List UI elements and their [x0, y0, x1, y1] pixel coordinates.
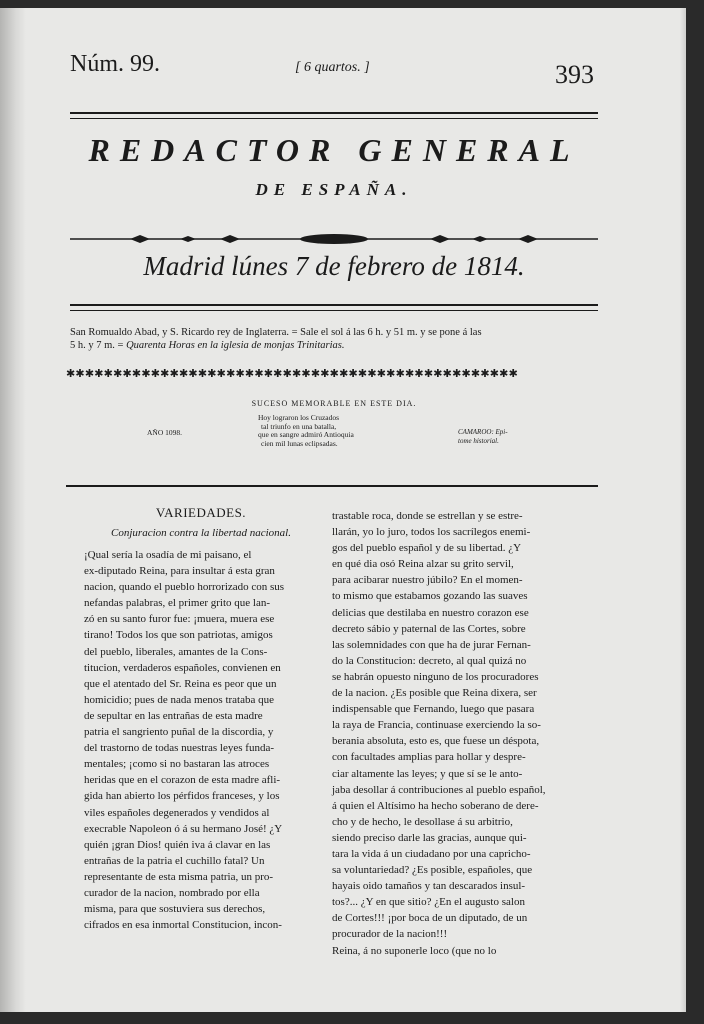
memorable-year: AÑO 1098.: [147, 428, 182, 437]
text-line: indispensable que Fernando, luego que pasara: [332, 703, 535, 716]
text-line: procurador de la nacion!!!: [332, 928, 448, 941]
newspaper-page: [0, 8, 686, 1012]
text-line: de Cortes!!! ¡por boca de un diputado, de un: [332, 912, 528, 925]
article-column-right: [332, 508, 592, 959]
book-gutter: [0, 8, 26, 1012]
text-line: ciar altamente las leyes; y que sí se le anto-: [332, 767, 523, 780]
text-line: cifrados en esa inmortal Constitucion, incon-: [84, 919, 282, 932]
article-subtitle: Conjuracion contra la libertad nacional.: [111, 527, 291, 539]
verse-line: tal triunfo en una batalla,: [261, 421, 337, 431]
text-line: del trastorno de todas nuestras leyes funda-: [84, 742, 274, 755]
text-line: nacion, quando el pueblo horrorizado con sus: [84, 581, 285, 594]
text-line: titucion, verdaderos españoles, convienen en: [84, 661, 281, 674]
text-line: de sepultar en las entrañas de esta madre: [84, 709, 263, 722]
text-line: llarán, yo lo juro, todos los sacrílegos enemi-: [332, 526, 531, 539]
page-edge: [680, 8, 686, 1012]
text-line: viles españoles degenerados y vendidos al: [84, 806, 270, 819]
memorable-verse: [258, 414, 354, 448]
almanac-notice: [70, 326, 598, 352]
text-line: berania absoluta, esto es, que fuese un déspota,: [332, 735, 540, 748]
source-line: CAMAROO: Epi-: [458, 428, 508, 436]
right-column-text: [332, 508, 592, 959]
text-line: tara la vida á un ciudadano por una capricho-: [332, 847, 531, 860]
masthead-subtitle: DE ESPAÑA.: [255, 180, 413, 199]
text-line: ¡Qual sería la osadía de mi paisano, el: [84, 549, 252, 561]
text-line: la raya de Francia, continuase exerciendo la so-: [332, 719, 541, 732]
text-line: trastable roca, donde se estrellan y se estre-: [332, 510, 523, 522]
almanac-line-2-italic: Quarenta Horas en la iglesia de monjas Trinitarias.: [126, 340, 345, 351]
text-line: con facultades amplias para hollar y despre-: [332, 751, 526, 764]
text-line: representante de esta misma patria, un pro-: [84, 870, 274, 883]
text-line: de la nacion. ¿Es posible que Reina dixera, ser: [332, 687, 537, 700]
text-line: to mismo que estabamos gozando las suaves: [332, 590, 528, 603]
text-line: nefandas palabras, el primer grito que lan-: [84, 597, 271, 610]
text-line: misma, para que sostuviera sus derechos,: [84, 903, 266, 916]
star-ornament-row: ✱✱✱✱✱✱✱✱✱✱✱✱✱✱✱✱✱✱✱✱✱✱✱✱✱✱✱✱✱✱✱✱✱✱✱✱✱✱✱✱✱✱✱✱✱✱✱✱: [66, 367, 519, 380]
verse-line: cien mil lunas eclipsadas.: [261, 438, 338, 448]
left-column-text: [84, 547, 318, 933]
text-line: mentales; ¡como si no bastaran las atroces: [84, 758, 270, 771]
text-line: siendo preciso darle las gracias, aunque qui-: [332, 831, 527, 844]
text-line: homicidio; pues de nada menos trataba que: [84, 693, 274, 706]
text-line: tos?... ¿Y en que sitio? ¿En el augusto salon: [332, 896, 525, 909]
text-line: patria el sangriento puñal de la discordia, y: [84, 726, 274, 739]
text-line: en qué dia osó Reina alzar su grito servil,: [332, 558, 514, 571]
text-line: heridas que en el corazon de esta madre afli-: [84, 774, 281, 787]
text-line: las solemnidades con que ha de jurar Fernan-: [332, 638, 531, 651]
text-line: cho y de hecho, le desollase á su arbitrio,: [332, 815, 513, 828]
text-line: execrable Napoleon ó á su hermano José! ¿Y: [84, 822, 283, 835]
text-line: del pueblo, liberales, amantes de la Cons-: [84, 645, 268, 658]
double-rule-top: [70, 112, 598, 119]
text-line: quién ¡gran Dios! quién iva á clavar en las: [84, 838, 271, 851]
text-line: curador de la nacion, nombrado por ella: [84, 886, 260, 899]
page-number: 393: [555, 60, 594, 89]
almanac-line-2: [70, 339, 598, 352]
article-column-left: [84, 505, 318, 933]
text-line: Reina, á no suponerle loco (que no lo: [332, 944, 497, 957]
text-line: gida han abierto los pérfidos franceses, y los: [84, 790, 280, 803]
text-line: se habrán opuesto ninguno de los procuradores: [332, 670, 539, 683]
text-line: jaba desollar á contribuciones al pueblo español,: [332, 783, 546, 796]
text-line: entrañas de la patria el cuchillo fatal? Un: [84, 854, 265, 867]
text-line: ex-diputado Reina, para insultar á esta gran: [84, 565, 275, 578]
text-line: á quien el Altísimo ha hecho soberano de dere-: [332, 799, 539, 812]
text-line: gos del pueblo español y de su libertad. ¿Y: [332, 542, 522, 555]
section-heading: VARIEDADES.: [155, 505, 247, 520]
almanac-line-2-plain: 5 h. y 7 m. =: [70, 340, 127, 351]
text-line: hayais oido tamaños y tan descarados insul-: [332, 880, 526, 893]
memorable-heading: SUCESO MEMORABLE EN ESTE DIA.: [251, 399, 417, 408]
issue-price: [ 6 quartos. ]: [295, 60, 370, 75]
source-line: tome historial.: [458, 436, 499, 445]
ornamental-rule: [70, 232, 598, 246]
memorable-source: [458, 428, 508, 445]
text-line: zó en su santo furor fue: ¡muera, muera ese: [84, 613, 275, 626]
double-rule-middle: [70, 304, 598, 311]
text-line: delicias que destilaba en nuestro corazon ese: [332, 606, 529, 619]
almanac-line-1: San Romualdo Abad, y S. Ricardo rey de Inglaterra. = Sale el sol á las 6 h. y 51 m. y se pone á las: [70, 327, 482, 338]
dateline: Madrid lúnes 7 de febrero de 1814.: [143, 251, 525, 281]
text-line: decreto sábio y paternal de las Cortes, sobre: [332, 622, 526, 635]
text-line: tirano! Todos los que son patriotas, amigos: [84, 629, 273, 642]
verse-line: que en sangre admiró Antioquia: [258, 430, 354, 439]
text-line: do la Constitucion: decreto, al qual quizá no: [332, 654, 527, 667]
verse-line: Hoy lograron los Cruzados: [258, 413, 340, 422]
masthead-title: REDACTOR GENERAL: [88, 132, 580, 168]
text-line: para acibarar nuestro júbilo? En el momen-: [332, 574, 523, 587]
text-line: sa voluntariedad? ¿Es posible, españoles, que: [332, 864, 533, 877]
section-rule: [66, 485, 598, 487]
text-line: que el atentado del Sr. Reina es peor que un: [84, 677, 277, 690]
issue-number: Núm. 99.: [70, 51, 160, 77]
